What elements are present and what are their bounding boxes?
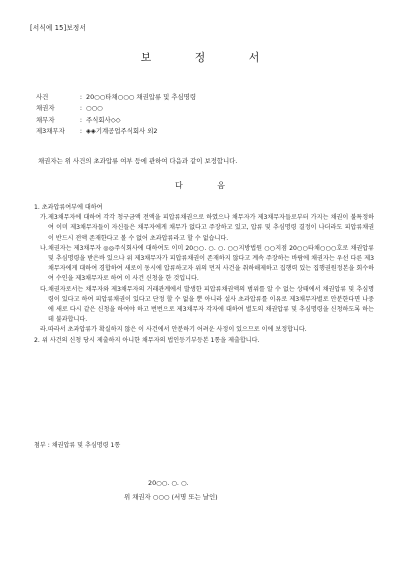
party-label: 제3채무자	[36, 127, 65, 135]
party-label: 채권자	[36, 104, 55, 112]
party-value: 주식회사◇◇	[86, 116, 121, 124]
list-item	[34, 325, 374, 335]
party-label: 채무자	[36, 116, 55, 124]
form-label: [서식예 15]보정서	[30, 24, 87, 32]
party-row-creditor	[36, 103, 103, 113]
party-row-case	[36, 92, 196, 102]
item-text: 위 사건의 신청 당시 제출하지 아니한 채무자의 법인등기부등본 1통을 제출합니다.	[42, 336, 260, 344]
party-colon: :	[79, 93, 83, 101]
list-item	[34, 285, 374, 326]
item-marker: 나.	[40, 244, 48, 252]
item-marker: 다.	[40, 285, 48, 293]
party-value: ◈◈기계공업주식회사 외2	[86, 127, 158, 135]
section-heading: 1. 초과압류여부에 대하여	[34, 204, 103, 211]
party-row-third-debtor	[36, 126, 158, 136]
item-text: 채권자는 제3채무자 ◎◎주식회사에 대하여도 이미 20○○. ○. ○. ○○지방법원 ○○지점 20○○타채○○○호로 채권압류 및 추심명령을 받은바 있으나 위 제3채무자가 피압류채권이 존재하지 않다고 계속 주장하는 바람에 채권자는 우선 다른 제3채무자에게 대하여 경합하여 새로이 동시에 압류하고자 위의 먼저 사건을 취하해제하고 집행력 있는 집행권원정본을 회수하여 수인을 제3채무자로 하여 이 사건 신청을 한 것입니다.	[48, 244, 374, 283]
signature-line: 위 채권자 ○○○ (서명 또는 날인)	[124, 493, 218, 501]
party-value: 20○○타채○○○ 채권압류 및 추심명령	[86, 93, 197, 101]
sub-title: 다 음	[175, 181, 241, 190]
body-section	[34, 203, 374, 346]
intro-text: 채권자는 위 사건의 초과압류 여부 등에 관하여 다음과 같이 보정합니다.	[38, 157, 238, 165]
party-row-debtor	[36, 115, 121, 125]
document-title: 보 정 서	[140, 51, 280, 64]
item-text: 제3채무자에 대하여 각각 청구금액 전액을 피압류채권으로 하였으나 채무자가 제3채무자들로부터 가지는 채권이 불특정하여 이미 제3채무자들이 자신들은 채무자에게 채무가 없다고 주장하고 있고, 압류 및 추심명령 결정이 나더라도 피압류채권이 반드시 전액 존재한다고 볼 수 없어 초과압류라고 할 수 없습니다.	[48, 214, 374, 242]
section-2	[34, 336, 374, 346]
document-date: 20○○. ○. ○.	[148, 479, 189, 487]
list-item	[34, 244, 374, 285]
party-colon: :	[79, 127, 83, 135]
item-marker: 가.	[40, 214, 48, 222]
item-marker: 2.	[34, 336, 40, 344]
party-colon: :	[79, 104, 83, 112]
party-label: 사건	[36, 93, 49, 101]
party-colon: :	[79, 116, 83, 124]
list-item	[34, 213, 374, 244]
item-text: 따라서 초과압류가 확실하지 않은 이 사건에서 안분하기 어려운 사정이 있으므로 이에 보정합니다.	[48, 326, 307, 334]
party-value: ○○○	[86, 104, 103, 112]
item-marker: 라.	[40, 326, 48, 334]
item-text: 채권자로서는 채무자와 제3채무자의 거래관계에서 발생한 피압류채권액의 범위를 알 수 없는 상태에서 채권압류 및 추심명령이 있다고 하여 피압류채권이 있다고 단정 할 수 없을 뿐 아니라 설사 초과압류를 이유로 제3채무자별로 안분한다면 나중에 새로 다시 같은 신청을 하여야 하고 번번으로 제3채무자 각자에 대하여 별도의 채권압류 및 추심명령을 신청하도록 하는 데 불과합니다.	[48, 285, 374, 324]
attachment-line: 첨부 : 채권압류 및 추심명령 1통	[34, 442, 121, 449]
